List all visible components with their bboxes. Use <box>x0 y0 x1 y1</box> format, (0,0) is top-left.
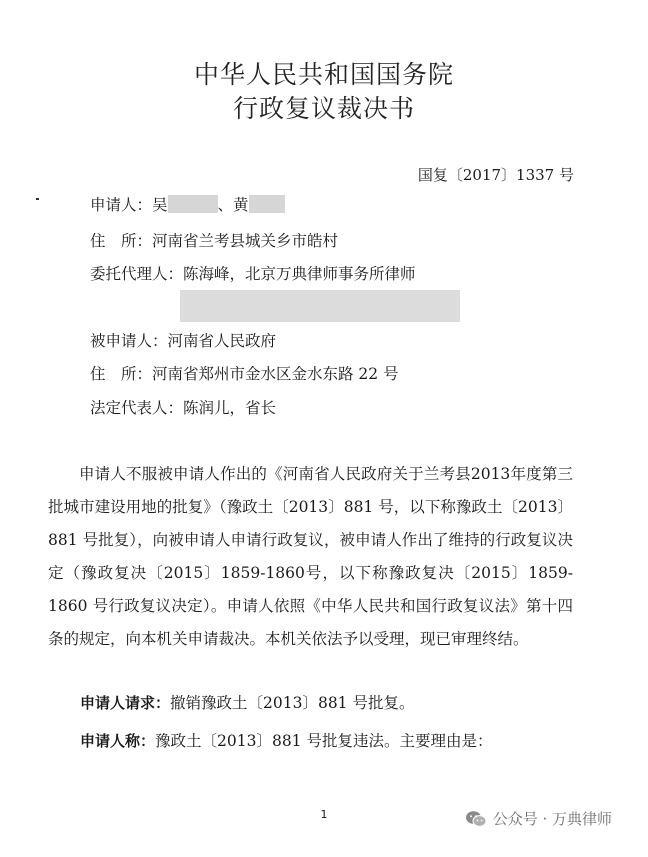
document-title: 行政复议裁决书 <box>232 94 415 123</box>
applicant-separator: 、黄 <box>217 196 249 214</box>
claim-text: 豫政土〔2013〕881 号批复违法。主要理由是： <box>155 732 493 750</box>
claim-label: 申请人称： <box>80 732 156 750</box>
watermark-text: 公众号 · 万典律师 <box>492 810 612 828</box>
watermark <box>465 808 612 829</box>
request-label: 申请人请求： <box>80 694 171 712</box>
request-line <box>80 691 414 713</box>
respondent-line: 被申请人：河南省人民政府 <box>90 332 277 350</box>
issuer-title: 中华人民共和国国务院 <box>193 60 454 89</box>
applicant-line <box>90 193 285 215</box>
scan-speck <box>36 198 39 200</box>
claim-line <box>80 729 492 751</box>
applicant-address: 住 所：河南省兰考县城关乡市皓村 <box>90 232 339 250</box>
redaction-mark <box>168 195 218 213</box>
wechat-icon <box>465 810 487 828</box>
redaction-block <box>180 290 460 322</box>
respondent-representative: 法定代表人：陈润儿，省长 <box>90 399 277 417</box>
page-number: 1 <box>320 808 328 821</box>
document-number: 国复〔2017〕1337 号 <box>417 166 574 184</box>
redaction-mark <box>249 195 285 213</box>
body-paragraph: 申请人不服被申请人作出的《河南省人民政府关于兰考县2013年度第三批城市建设用地的批复》（豫政土〔2013〕881 号，以下称豫政土〔2013〕881 号批复），向被申请人申请行政复议，被申请人作出了维持的行政复议决定（豫政复决〔2015〕1859-1860号，以下称豫政复决〔2015〕1859-1860 号行政复议决定）。申请人依照《中华人民共和国行政复议法》第十四条的规定，向本机关申请裁决。本机关依法予以受理，现已审理终结。 <box>48 465 573 648</box>
applicant-agent: 委托代理人：陈海峰，北京万典律师事务所律师 <box>90 265 416 283</box>
request-text: 撤销豫政土〔2013〕881 号批复。 <box>170 694 415 712</box>
respondent-address: 住 所：河南省郑州市金水区金水东路 22 号 <box>90 365 399 383</box>
applicant-label: 申请人：吴 <box>90 196 168 214</box>
